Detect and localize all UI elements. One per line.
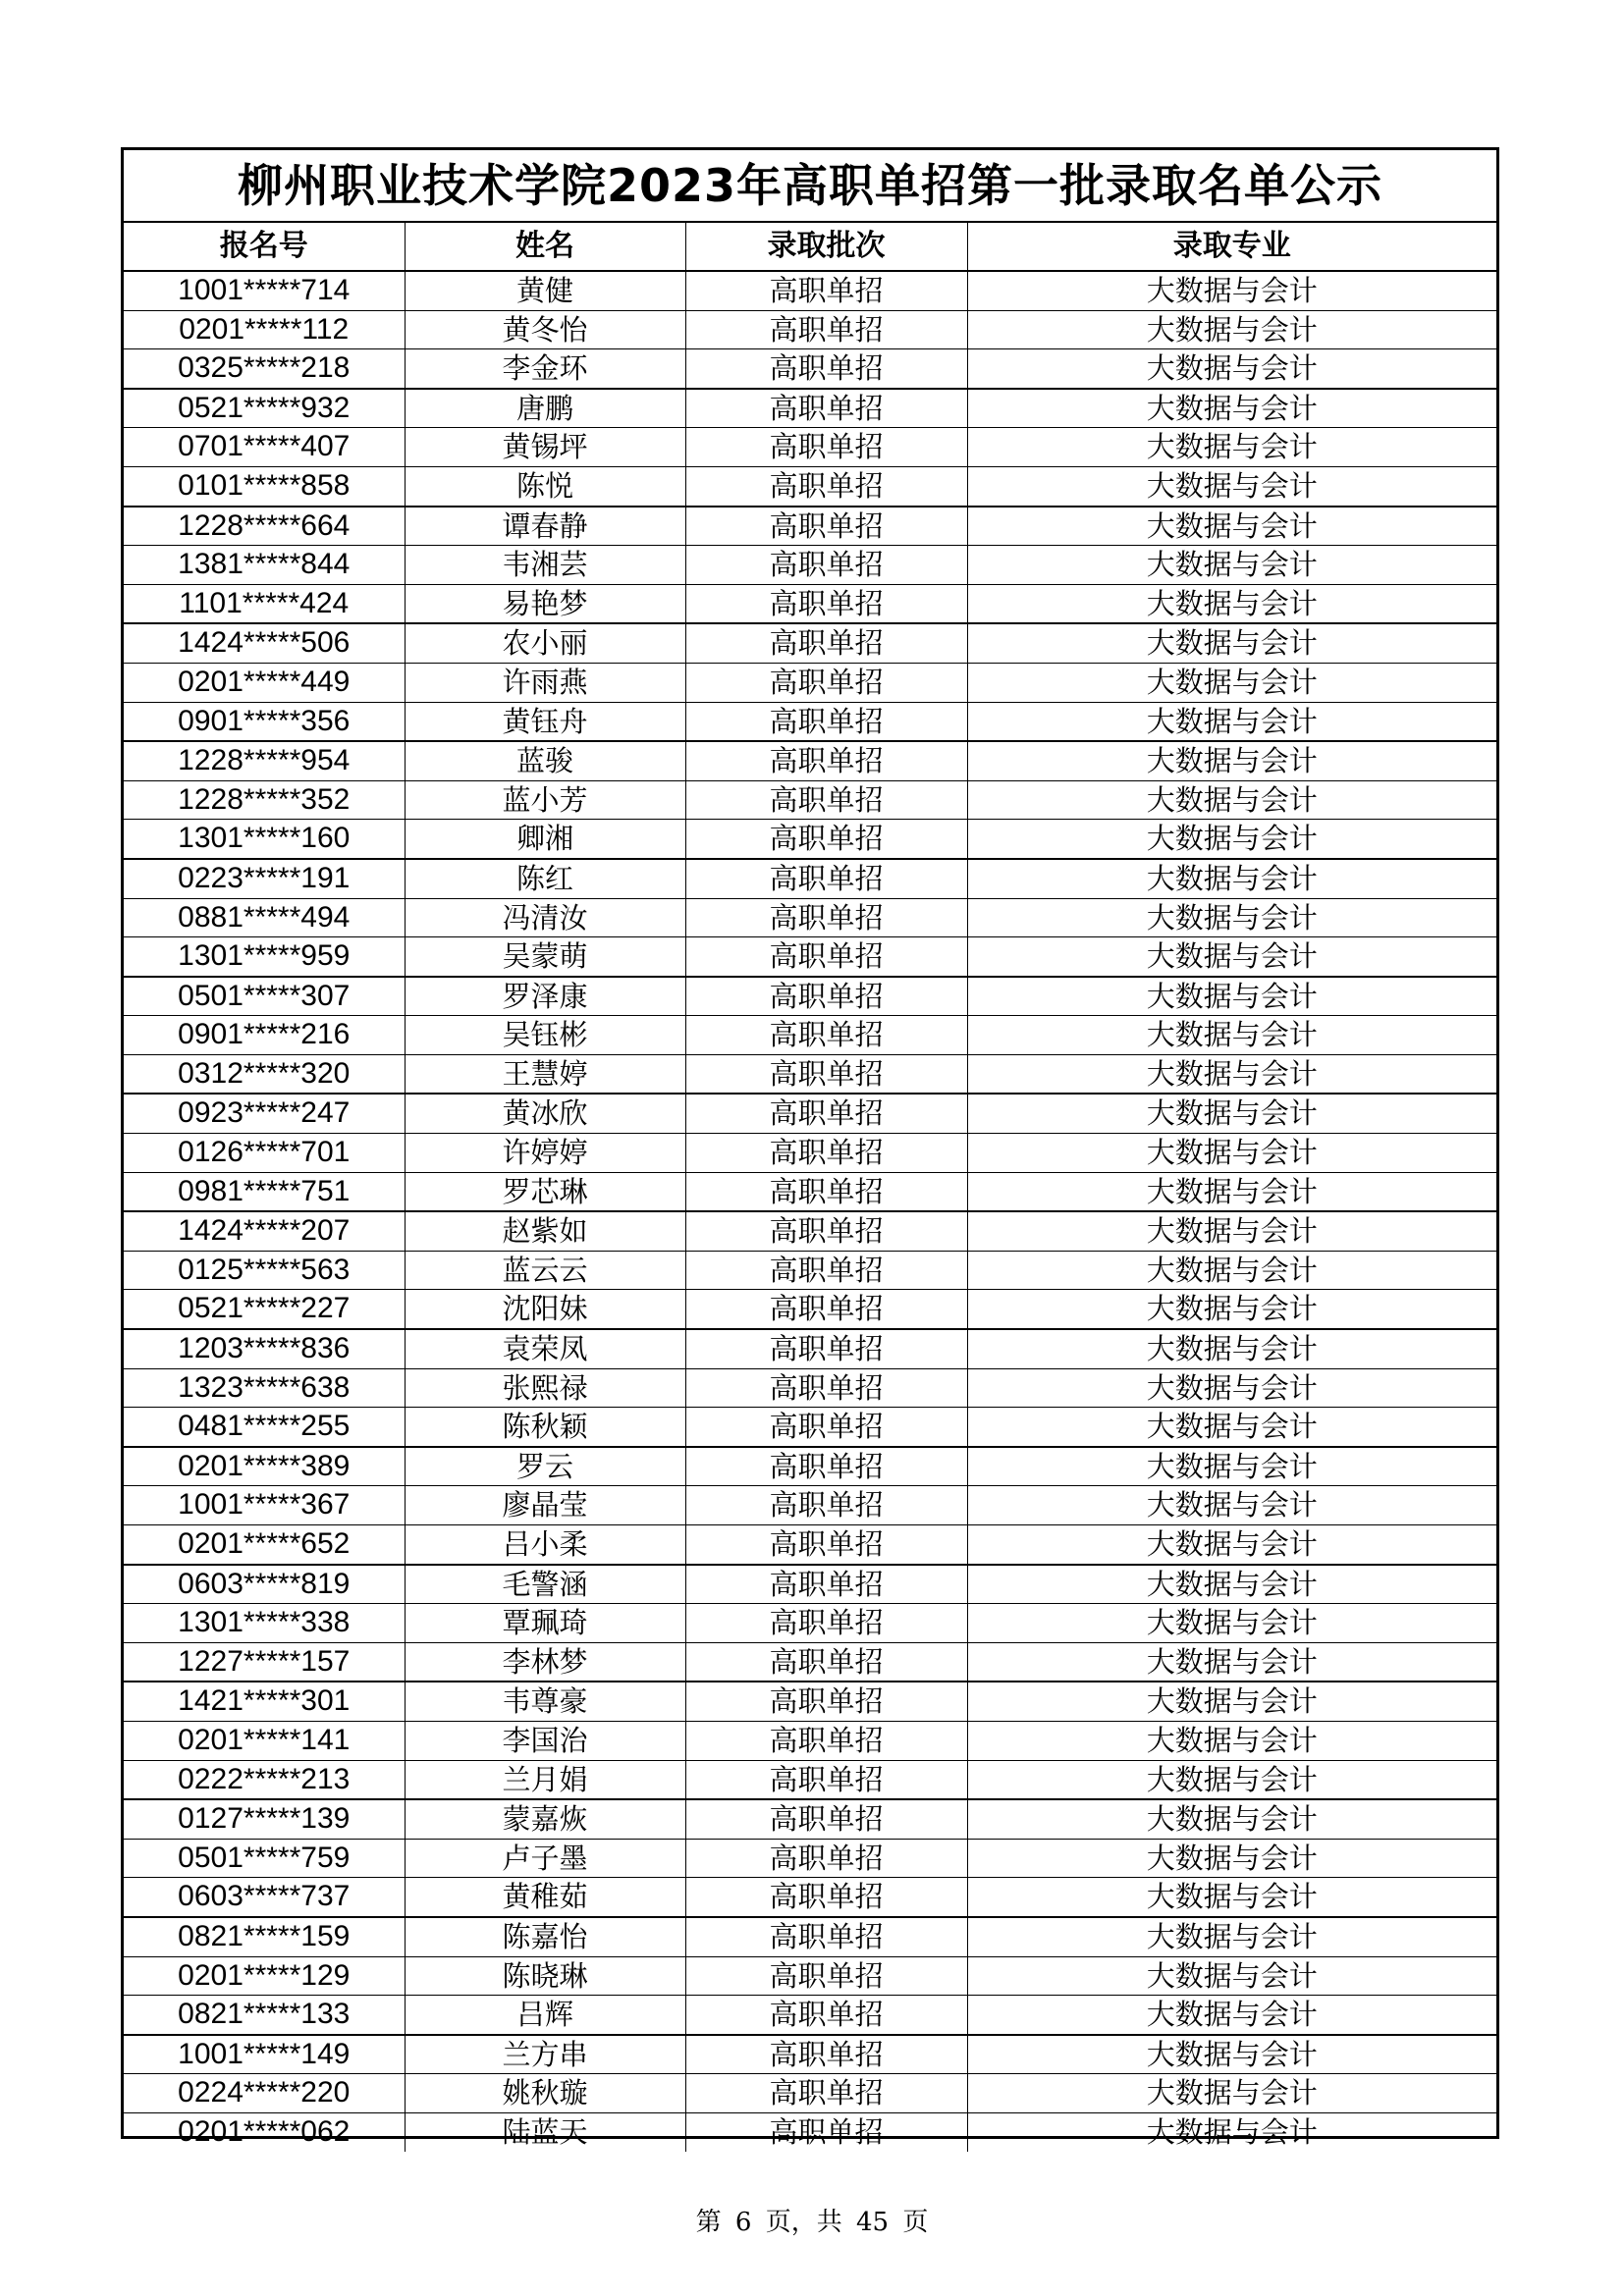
- table-row: [124, 1525, 1496, 1565]
- table-row: [124, 937, 1496, 977]
- admission-list-table-frame: [121, 147, 1499, 2149]
- cell-student-name: 吕辉: [405, 1996, 685, 2035]
- cell-admission-major: 大数据与会计: [967, 2074, 1496, 2113]
- cell-registration-id: 1228*****954: [124, 741, 405, 780]
- table-row: [124, 2035, 1496, 2074]
- table-row: [124, 1408, 1496, 1447]
- cell-registration-id: 0201*****652: [124, 1525, 405, 1565]
- cell-admission-major: 大数据与会计: [967, 1054, 1496, 1094]
- table-row: [124, 428, 1496, 467]
- table-row: [124, 2112, 1496, 2151]
- table-row: [124, 1329, 1496, 1368]
- cell-admission-batch: 高职单招: [685, 977, 967, 1016]
- cell-registration-id: 0603*****737: [124, 1878, 405, 1917]
- cell-student-name: 张熙禄: [405, 1368, 685, 1408]
- cell-registration-id: 0923*****247: [124, 1094, 405, 1133]
- column-header-batch: 录取批次: [685, 222, 967, 271]
- cell-admission-major: 大数据与会计: [967, 389, 1496, 428]
- cell-admission-major: 大数据与会计: [967, 1565, 1496, 1604]
- cell-admission-major: 大数据与会计: [967, 349, 1496, 389]
- cell-student-name: 黄冰欣: [405, 1094, 685, 1133]
- cell-admission-batch: 高职单招: [685, 1016, 967, 1055]
- cell-admission-batch: 高职单招: [685, 2074, 967, 2113]
- table-row: [124, 1604, 1496, 1643]
- cell-student-name: 沈阳妹: [405, 1290, 685, 1329]
- cell-admission-batch: 高职单招: [685, 389, 967, 428]
- cell-registration-id: 1323*****638: [124, 1368, 405, 1408]
- cell-registration-id: 1421*****301: [124, 1682, 405, 1721]
- cell-student-name: 许雨燕: [405, 663, 685, 702]
- table-row: [124, 1917, 1496, 1956]
- cell-student-name: 陈红: [405, 859, 685, 898]
- cell-admission-batch: 高职单招: [685, 1251, 967, 1290]
- cell-admission-major: 大数据与会计: [967, 466, 1496, 506]
- cell-registration-id: 0101*****858: [124, 466, 405, 506]
- cell-student-name: 陈秋颖: [405, 1408, 685, 1447]
- table-row: [124, 466, 1496, 506]
- cell-admission-batch: 高职单招: [685, 349, 967, 389]
- cell-student-name: 陈嘉怡: [405, 1917, 685, 1956]
- cell-admission-major: 大数据与会计: [967, 1368, 1496, 1408]
- cell-registration-id: 0821*****159: [124, 1917, 405, 1956]
- cell-admission-batch: 高职单招: [685, 780, 967, 820]
- cell-student-name: 廖晶莹: [405, 1486, 685, 1525]
- cell-registration-id: 1203*****836: [124, 1329, 405, 1368]
- cell-student-name: 毛警涵: [405, 1565, 685, 1604]
- cell-student-name: 黄钰舟: [405, 702, 685, 741]
- cell-registration-id: 1301*****338: [124, 1604, 405, 1643]
- cell-admission-major: 大数据与会计: [967, 2035, 1496, 2074]
- cell-registration-id: 0223*****191: [124, 859, 405, 898]
- cell-student-name: 兰方串: [405, 2035, 685, 2074]
- cell-admission-batch: 高职单招: [685, 1447, 967, 1486]
- cell-student-name: 卿湘: [405, 820, 685, 859]
- table-row: [124, 1486, 1496, 1525]
- cell-student-name: 黄稚茹: [405, 1878, 685, 1917]
- table-row: [124, 1094, 1496, 1133]
- cell-registration-id: 0981*****751: [124, 1172, 405, 1211]
- cell-registration-id: 0201*****129: [124, 1956, 405, 1996]
- cell-registration-id: 0201*****141: [124, 1721, 405, 1760]
- cell-student-name: 王慧婷: [405, 1054, 685, 1094]
- cell-admission-batch: 高职单招: [685, 1760, 967, 1799]
- cell-student-name: 姚秋璇: [405, 2074, 685, 2113]
- cell-student-name: 冯清汝: [405, 898, 685, 937]
- cell-registration-id: 0481*****255: [124, 1408, 405, 1447]
- table-row: [124, 1565, 1496, 1604]
- cell-registration-id: 0821*****133: [124, 1996, 405, 2035]
- column-header-name: 姓名: [405, 222, 685, 271]
- cell-registration-id: 0701*****407: [124, 428, 405, 467]
- cell-student-name: 蓝小芳: [405, 780, 685, 820]
- cell-student-name: 罗云: [405, 1447, 685, 1486]
- cell-admission-batch: 高职单招: [685, 1134, 967, 1173]
- page-footer: 第 6 页，共 45 页: [695, 2208, 929, 2237]
- cell-admission-major: 大数据与会计: [967, 1956, 1496, 1996]
- cell-admission-batch: 高职单招: [685, 1172, 967, 1211]
- cell-registration-id: 0603*****819: [124, 1565, 405, 1604]
- cell-admission-major: 大数据与会计: [967, 1211, 1496, 1251]
- cell-student-name: 卢子墨: [405, 1839, 685, 1878]
- cell-admission-major: 大数据与会计: [967, 1682, 1496, 1721]
- cell-registration-id: 0881*****494: [124, 898, 405, 937]
- header-row: [124, 222, 1496, 271]
- cell-registration-id: 0201*****112: [124, 310, 405, 349]
- cell-student-name: 李金环: [405, 349, 685, 389]
- cell-admission-batch: 高职单招: [685, 2112, 967, 2151]
- cell-student-name: 李林梦: [405, 1642, 685, 1682]
- cell-registration-id: 1101*****424: [124, 584, 405, 623]
- cell-admission-batch: 高职单招: [685, 310, 967, 349]
- cell-admission-batch: 高职单招: [685, 1525, 967, 1565]
- cell-student-name: 袁荣凤: [405, 1329, 685, 1368]
- table-row: [124, 1211, 1496, 1251]
- cell-admission-batch: 高职单招: [685, 1290, 967, 1329]
- table-row: [124, 1447, 1496, 1486]
- title-row: [124, 150, 1496, 222]
- cell-admission-batch: 高职单招: [685, 1054, 967, 1094]
- column-header-id: 报名号: [124, 222, 405, 271]
- cell-admission-major: 大数据与会计: [967, 859, 1496, 898]
- cell-admission-batch: 高职单招: [685, 702, 967, 741]
- cell-student-name: 陈悦: [405, 466, 685, 506]
- cell-student-name: 陆蓝天: [405, 2112, 685, 2151]
- cell-student-name: 黄锡坪: [405, 428, 685, 467]
- cell-admission-major: 大数据与会计: [967, 1329, 1496, 1368]
- cell-registration-id: 0501*****759: [124, 1839, 405, 1878]
- cell-admission-major: 大数据与会计: [967, 1721, 1496, 1760]
- cell-student-name: 蓝云云: [405, 1251, 685, 1290]
- cell-admission-major: 大数据与会计: [967, 1917, 1496, 1956]
- cell-student-name: 赵紫如: [405, 1211, 685, 1251]
- column-header-major: 录取专业: [967, 222, 1496, 271]
- admission-list-table: [124, 150, 1496, 2152]
- cell-student-name: 吴钰彬: [405, 1016, 685, 1055]
- cell-admission-major: 大数据与会计: [967, 1408, 1496, 1447]
- table-row: [124, 1682, 1496, 1721]
- cell-admission-major: 大数据与会计: [967, 1642, 1496, 1682]
- cell-registration-id: 1424*****207: [124, 1211, 405, 1251]
- table-row: [124, 271, 1496, 310]
- cell-admission-batch: 高职单招: [685, 1996, 967, 2035]
- page-title: 柳州职业技术学院2023年高职单招第一批录取名单公示: [124, 150, 1496, 222]
- cell-student-name: 罗泽康: [405, 977, 685, 1016]
- cell-registration-id: 0521*****227: [124, 1290, 405, 1329]
- cell-admission-major: 大数据与会计: [967, 1134, 1496, 1173]
- table-row: [124, 702, 1496, 741]
- cell-admission-major: 大数据与会计: [967, 1486, 1496, 1525]
- cell-admission-major: 大数据与会计: [967, 584, 1496, 623]
- cell-admission-batch: 高职单招: [685, 1408, 967, 1447]
- cell-admission-major: 大数据与会计: [967, 271, 1496, 310]
- table-row: [124, 1996, 1496, 2035]
- cell-admission-batch: 高职单招: [685, 1839, 967, 1878]
- cell-registration-id: 1301*****160: [124, 820, 405, 859]
- cell-admission-batch: 高职单招: [685, 1799, 967, 1839]
- cell-registration-id: 0125*****563: [124, 1251, 405, 1290]
- cell-admission-batch: 高职单招: [685, 1486, 967, 1525]
- cell-student-name: 韦尊豪: [405, 1682, 685, 1721]
- cell-student-name: 罗芯琳: [405, 1172, 685, 1211]
- cell-admission-batch: 高职单招: [685, 1211, 967, 1251]
- cell-admission-major: 大数据与会计: [967, 741, 1496, 780]
- cell-admission-major: 大数据与会计: [967, 702, 1496, 741]
- table-row: [124, 1368, 1496, 1408]
- cell-admission-major: 大数据与会计: [967, 1447, 1496, 1486]
- cell-admission-batch: 高职单招: [685, 663, 967, 702]
- table-row: [124, 859, 1496, 898]
- cell-admission-major: 大数据与会计: [1146, 2114, 1318, 2149]
- table-row: [124, 1172, 1496, 1211]
- cell-student-name: 陈晓琳: [405, 1956, 685, 1996]
- table-row: [124, 1956, 1496, 1996]
- cell-admission-major: 大数据与会计: [967, 428, 1496, 467]
- cell-admission-batch: 高职单招: [685, 1565, 967, 1604]
- cell-student-name: 韦湘芸: [405, 546, 685, 585]
- cell-admission-major: 大数据与会计: [967, 546, 1496, 585]
- table-row: [124, 820, 1496, 859]
- cell-admission-major: 大数据与会计: [967, 1604, 1496, 1643]
- cell-admission-batch: 高职单招: [685, 1094, 967, 1133]
- cell-registration-id: 0127*****139: [124, 1799, 405, 1839]
- cell-admission-major: 大数据与会计: [967, 310, 1496, 349]
- cell-registration-id: 0224*****220: [124, 2074, 405, 2113]
- cell-student-name: 易艳梦: [405, 584, 685, 623]
- cell-registration-id: 0201*****449: [124, 663, 405, 702]
- table-row: [124, 780, 1496, 820]
- table-row: [124, 507, 1496, 546]
- cell-admission-batch: 高职单招: [685, 466, 967, 506]
- cell-admission-major: 大数据与会计: [967, 1839, 1496, 1878]
- cell-admission-major: 大数据与会计: [967, 507, 1496, 546]
- cell-student-name: 蒙嘉烣: [405, 1799, 685, 1839]
- table-row: [124, 349, 1496, 389]
- cell-admission-major: 大数据与会计: [967, 1996, 1496, 2035]
- cell-admission-major: 大数据与会计: [967, 898, 1496, 937]
- cell-admission-batch: 高职单招: [685, 623, 967, 663]
- cell-admission-major: 大数据与会计: [967, 1172, 1496, 1211]
- cell-admission-batch: 高职单招: [685, 820, 967, 859]
- cell-registration-id: 1424*****506: [124, 623, 405, 663]
- cell-admission-major: 大数据与会计: [967, 1878, 1496, 1917]
- cell-admission-batch: 高职单招: [685, 1917, 967, 1956]
- cell-admission-batch: 高职单招: [685, 1642, 967, 1682]
- table-row: [124, 1016, 1496, 1055]
- cell-registration-id: 0901*****356: [124, 702, 405, 741]
- table-row: [124, 389, 1496, 428]
- table-row: [124, 977, 1496, 1016]
- cell-admission-batch: 高职单招: [685, 741, 967, 780]
- cell-admission-batch: 高职单招: [685, 507, 967, 546]
- cell-student-name: 兰月娟: [405, 1760, 685, 1799]
- table-row: [124, 1878, 1496, 1917]
- table-row: [124, 1799, 1496, 1839]
- cell-admission-major: 大数据与会计: [967, 820, 1496, 859]
- cell-student-name: 吕小柔: [405, 1525, 685, 1565]
- cell-registration-id: 1001*****149: [124, 2035, 405, 2074]
- cell-student-name: 农小丽: [405, 623, 685, 663]
- cell-admission-major: 大数据与会计: [967, 663, 1496, 702]
- cell-admission-batch: 高职单招: [685, 937, 967, 977]
- cell-admission-major: 大数据与会计: [967, 1290, 1496, 1329]
- cell-admission-major: 大数据与会计: [967, 977, 1496, 1016]
- cell-registration-id: 1001*****367: [124, 1486, 405, 1525]
- table-row: [124, 1642, 1496, 1682]
- cell-admission-batch: 高职单招: [685, 1721, 967, 1760]
- cell-student-name: 李国治: [405, 1721, 685, 1760]
- cell-admission-batch: 高职单招: [685, 428, 967, 467]
- cell-registration-id: 1001*****714: [124, 271, 405, 310]
- cell-student-name: 黄健: [405, 271, 685, 310]
- cell-registration-id: 0501*****307: [124, 977, 405, 1016]
- table-row: [124, 1251, 1496, 1290]
- cell-student-name: 许婷婷: [405, 1134, 685, 1173]
- cell-registration-id: 1228*****664: [124, 507, 405, 546]
- cell-admission-batch: 高职单招: [685, 584, 967, 623]
- cell-admission-major: 大数据与会计: [967, 1094, 1496, 1133]
- cell-registration-id: 0201*****062: [124, 2112, 405, 2151]
- table-row: [124, 663, 1496, 702]
- table-row: [124, 2074, 1496, 2113]
- table-row: [124, 898, 1496, 937]
- cell-registration-id: 1227*****157: [124, 1642, 405, 1682]
- cell-student-name: 蓝骏: [405, 741, 685, 780]
- cell-admission-major: 大数据与会计: [967, 1016, 1496, 1055]
- cell-student-name: 覃珮琦: [405, 1604, 685, 1643]
- cell-student-name: 唐鹏: [405, 389, 685, 428]
- table-row: [124, 1760, 1496, 1799]
- table-row: [124, 1054, 1496, 1094]
- cell-admission-batch: 高职单招: [685, 2035, 967, 2074]
- cell-admission-major: 大数据与会计: [967, 1525, 1496, 1565]
- cell-admission-batch: 高职单招: [685, 1368, 967, 1408]
- cell-registration-id: 1228*****352: [124, 780, 405, 820]
- table-row: [124, 584, 1496, 623]
- cell-admission-batch: 高职单招: [685, 1329, 967, 1368]
- cell-admission-batch: 高职单招: [685, 1956, 967, 1996]
- cell-admission-major: 大数据与会计: [967, 623, 1496, 663]
- cell-admission-batch: 高职单招: [685, 546, 967, 585]
- cell-admission-major: 大数据与会计: [967, 1760, 1496, 1799]
- table-row: [124, 310, 1496, 349]
- cell-admission-batch: 高职单招: [685, 1878, 967, 1917]
- cell-registration-id: 0222*****213: [124, 1760, 405, 1799]
- cell-registration-id: 0312*****320: [124, 1054, 405, 1094]
- cell-admission-batch: 高职单招: [685, 271, 967, 310]
- cell-admission-batch: 高职单招: [685, 898, 967, 937]
- table-row: [124, 741, 1496, 780]
- table-row: [124, 1721, 1496, 1760]
- cell-registration-id: 1381*****844: [124, 546, 405, 585]
- cell-admission-major: 大数据与会计: [967, 937, 1496, 977]
- cell-registration-id: 0325*****218: [124, 349, 405, 389]
- cell-student-name: 黄冬怡: [405, 310, 685, 349]
- table-row: [124, 623, 1496, 663]
- cell-admission-batch: 高职单招: [685, 1604, 967, 1643]
- cell-admission-major: 大数据与会计: [967, 1799, 1496, 1839]
- cell-student-name: 吴蒙萌: [405, 937, 685, 977]
- cell-registration-id: 0201*****389: [124, 1447, 405, 1486]
- cell-registration-id: 0126*****701: [124, 1134, 405, 1173]
- cell-registration-id: 0521*****932: [124, 389, 405, 428]
- table-row: [124, 1290, 1496, 1329]
- cell-registration-id: 1301*****959: [124, 937, 405, 977]
- cell-registration-id: 0901*****216: [124, 1016, 405, 1055]
- cell-admission-batch: 高职单招: [685, 859, 967, 898]
- cell-admission-batch: 高职单招: [685, 1682, 967, 1721]
- table-row: [124, 1134, 1496, 1173]
- cell-student-name: 谭春静: [405, 507, 685, 546]
- table-row: [124, 546, 1496, 585]
- table-row: [124, 1839, 1496, 1878]
- cell-admission-major: 大数据与会计: [967, 1251, 1496, 1290]
- cell-admission-major: 大数据与会计: [967, 780, 1496, 820]
